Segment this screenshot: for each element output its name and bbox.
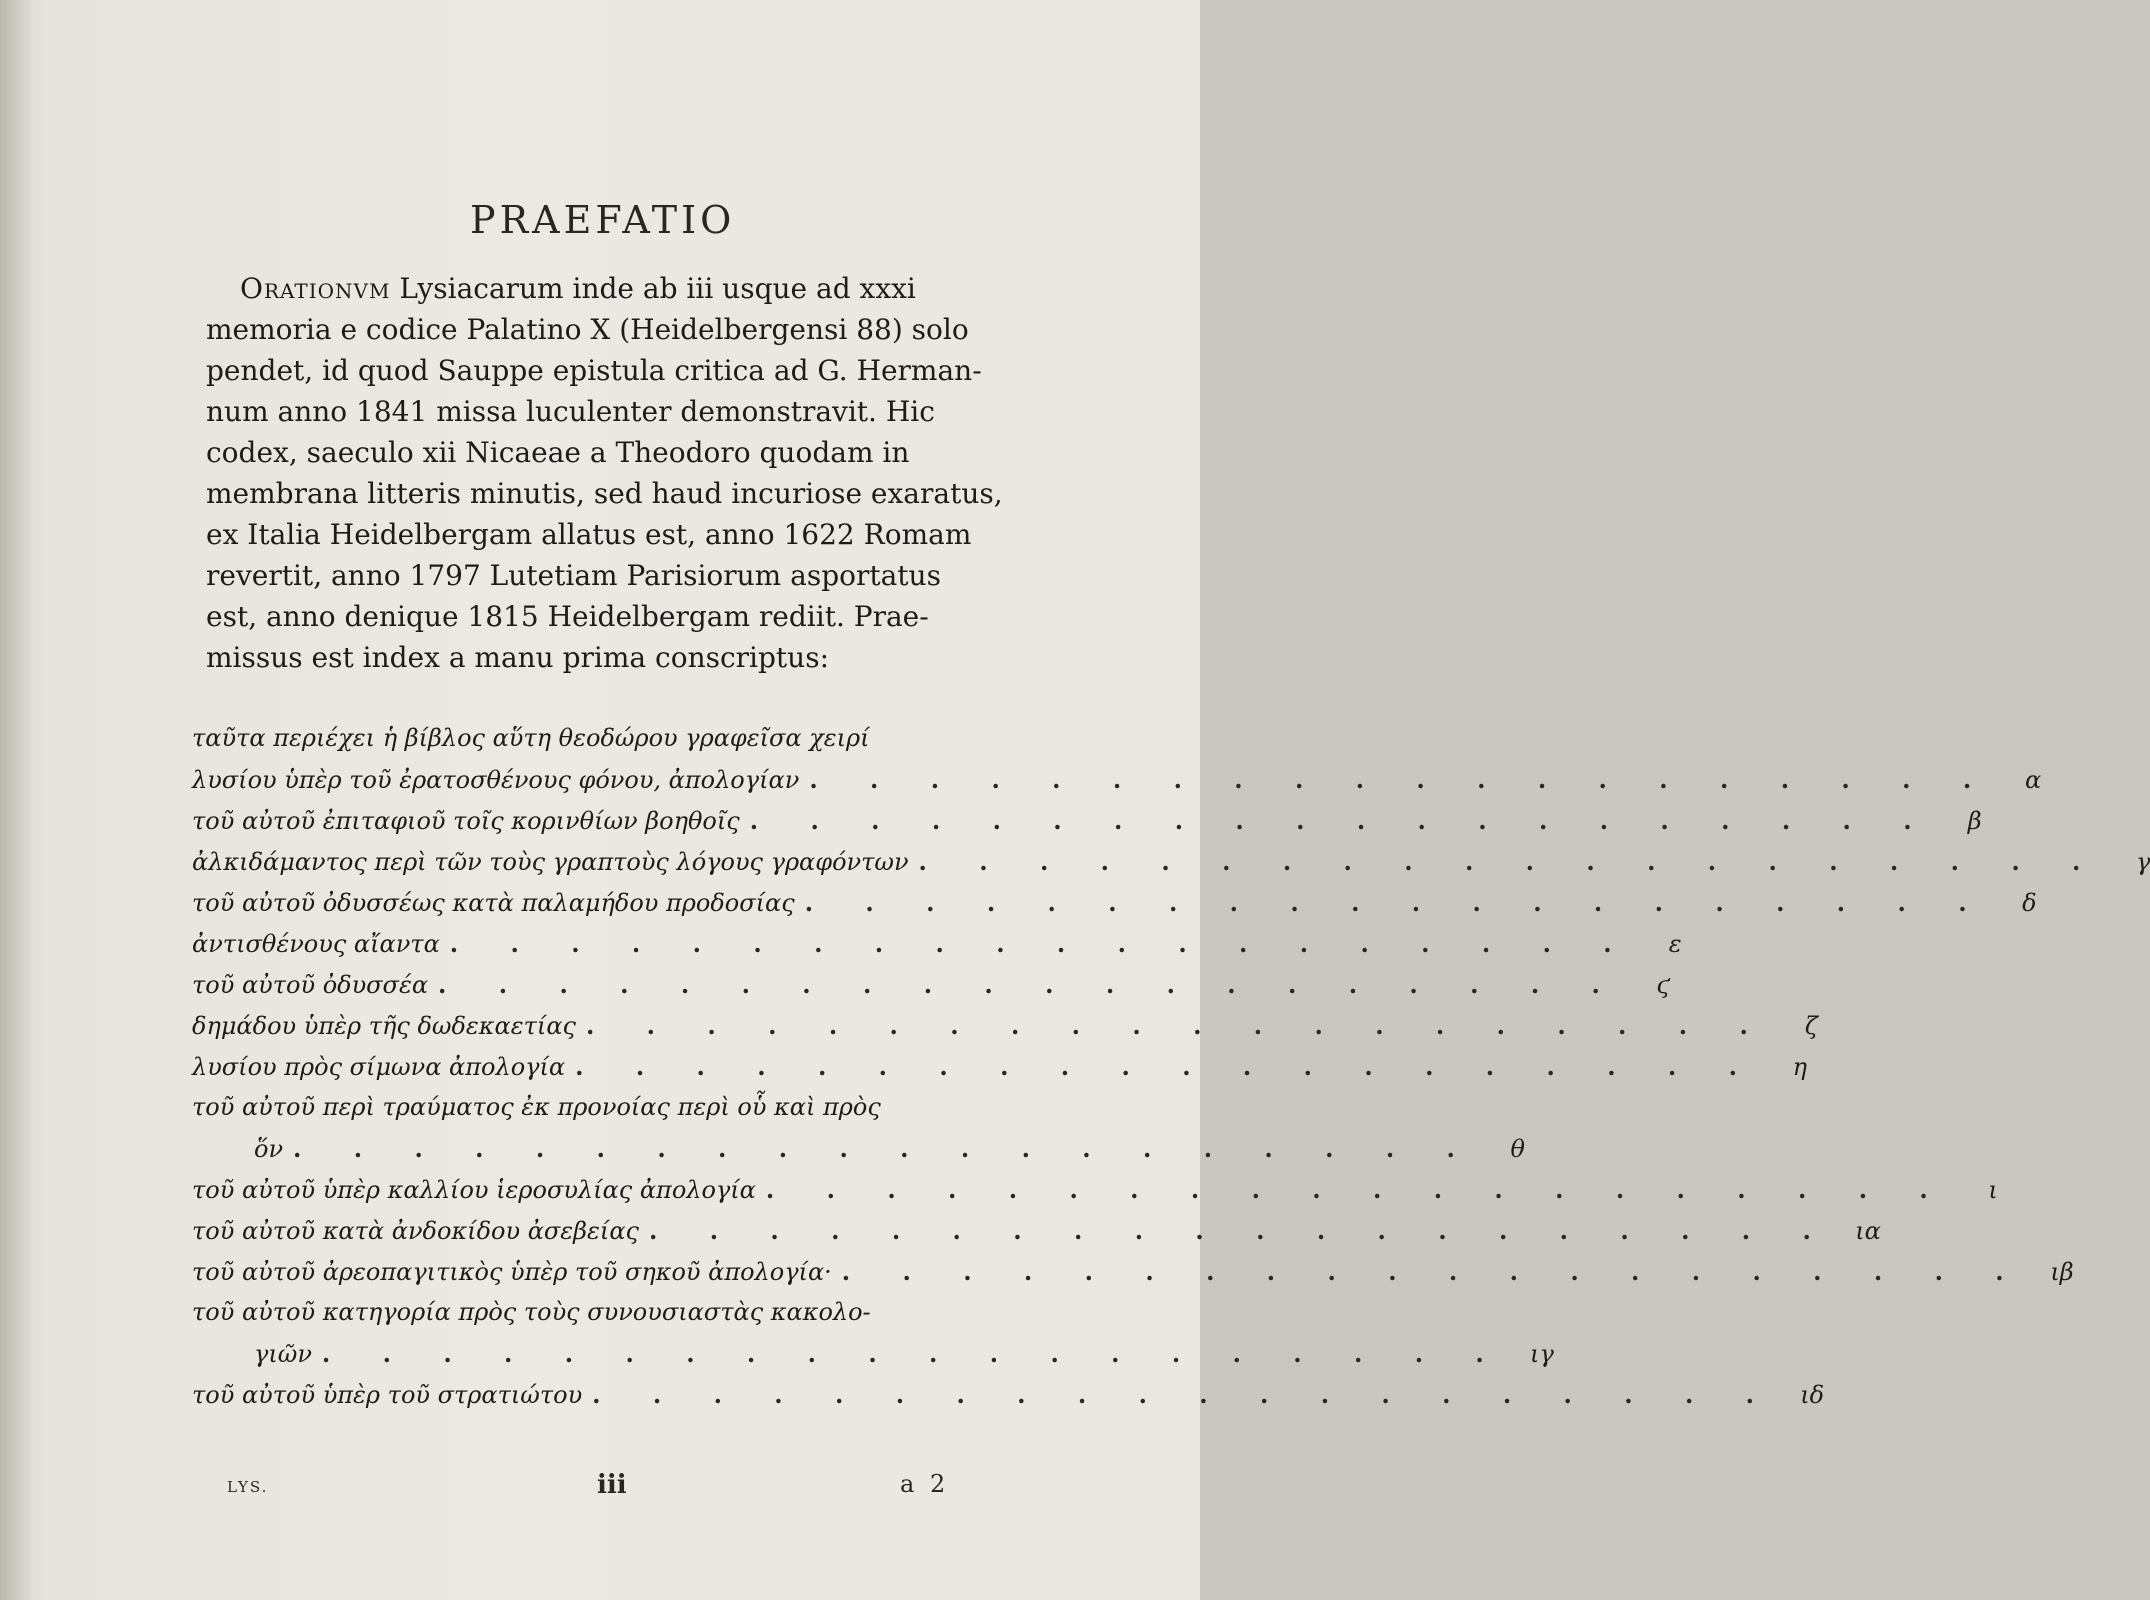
index-entry-title: γιῶν (254, 1340, 312, 1368)
paragraph-line: ex Italia Heidelbergam allatus est, anno 1622 Romam (206, 518, 972, 551)
index-leader-dots: . . . . . . . . . . . . . . . . . . . . (649, 1216, 1833, 1245)
index-heading: ταῦτα περιέχει ἡ βίβλος αὕτη θεοδώρου γραφεῖσα χειρί (192, 724, 870, 752)
index-entry-title: τοῦ αὐτοῦ ὑπὲρ καλλίου ἱεροσυλίας ἀπολογία (192, 1176, 756, 1204)
page-number: iii (597, 1470, 627, 1500)
index-entry (192, 806, 1982, 847)
index-entry-numeral: β (1967, 807, 1982, 835)
index-entry-title: ὅν (254, 1135, 284, 1163)
index-entry (192, 1298, 1042, 1339)
index-entry-title: τοῦ αὐτοῦ ἀρεοπαγιτικὸς ὑπὲρ τοῦ σηκοῦ ἀπολογία· (192, 1258, 832, 1286)
index-entry-numeral: δ (2022, 889, 2037, 917)
index-entry (192, 929, 1682, 970)
index-list (192, 724, 2150, 1421)
index-entry (192, 1175, 1998, 1216)
index-entry-title: τοῦ αὐτοῦ κατηγορία πρὸς τοὺς συνουσιαστὰς κακολο- (192, 1298, 871, 1326)
index-entry (192, 1052, 1807, 1093)
index-leader-dots: . . . . . . . . . . . . . . . . . . . . (918, 847, 2103, 876)
index-entry-numeral: γ (2136, 848, 2150, 876)
paragraph-line: revertit, anno 1797 Lutetiam Parisiorum asportatus (206, 559, 941, 592)
index-entry-title: λυσίου πρὸς σίμωνα ἀπολογία (192, 1053, 566, 1081)
paragraph-line: est, anno denique 1815 Heidelbergam rediit. Prae- (206, 600, 929, 633)
index-entry-numeral: ε (1668, 930, 1682, 958)
index-leader-dots: . . . . . . . . . . . . . . . . . . . . (809, 765, 1994, 794)
index-leader-dots: . . . . . . . . . . . . . . . . . . . . (592, 1380, 1777, 1409)
index-entry (192, 1216, 1881, 1257)
paragraph-line: Orationvm Lysiacarum inde ab iii usque ad xxxi (206, 268, 1031, 309)
index-leader-dots: . . . . . . . . . . . . . . . . . . . . (293, 1134, 1477, 1163)
index-entry-title: τοῦ αὐτοῦ ἐπιταφιοῦ τοῖς κορινθίων βοηθοῖς (192, 807, 740, 835)
index-entry-numeral: ιγ (1530, 1340, 1554, 1368)
index-leader-dots: . . . . . . . . . . . . . . . . . . . . (449, 929, 1634, 958)
index-leader-dots: . . . . . . . . . . . . . . . . . . . . (765, 1175, 1950, 1204)
index-entry-numeral: ιδ (1800, 1381, 1825, 1409)
paragraph-line: pendet, id quod Sauppe epistula critica ad G. Herman- (206, 354, 982, 387)
index-entry (192, 765, 2042, 806)
index-entry-numeral: ιβ (2050, 1258, 2074, 1286)
paragraph-line: missus est index a manu prima conscriptus: (206, 641, 829, 674)
index-entry-numeral: ϛ (1656, 971, 1670, 999)
index-entry-numeral: ια (1855, 1217, 1881, 1245)
page-gutter (0, 0, 30, 1600)
index-entry-title: τοῦ αὐτοῦ ὑπὲρ τοῦ στρατιώτου (192, 1381, 583, 1409)
index-leader-dots: . . . . . . . . . . . . . . . . . . . . (321, 1339, 1506, 1368)
index-entry-title: τοῦ αὐτοῦ περὶ τραύματος ἐκ προνοίας περὶ οὗ καὶ πρὸς (192, 1093, 881, 1121)
preface-paragraph (206, 268, 1031, 678)
index-entry-title: ἀντισθένους αἴαντα (192, 930, 440, 958)
index-entry (192, 1257, 2074, 1298)
footer-signature: LYS. (227, 1478, 269, 1496)
index-entry (192, 847, 2150, 888)
index-entry-numeral: α (2024, 766, 2042, 794)
paragraph-line: membrana litteris minutis, sed haud incuriose exaratus, (206, 477, 1003, 510)
index-entry-title: τοῦ αὐτοῦ ὀδυσσέα (192, 971, 429, 999)
index-leader-dots: . . . . . . . . . . . . . . . . . . . . (749, 806, 1934, 835)
index-entry (192, 1134, 1525, 1175)
index-entry (192, 888, 2037, 929)
index-entry-numeral: ζ (1804, 1012, 1818, 1040)
paragraph-line: num anno 1841 missa luculenter demonstravit. Hic (206, 395, 935, 428)
index-leader-dots: . . . . . . . . . . . . . . . . . . . . (804, 888, 1989, 917)
paragraph-line: codex, saeculo xii Nicaeae a Theodoro quodam in (206, 436, 910, 469)
index-entry (192, 1093, 1042, 1134)
index-entry (192, 1339, 1554, 1380)
index-leader-dots: . . . . . . . . . . . . . . . . . . . . (585, 1011, 1770, 1040)
footer-gathering-mark: a 2 (900, 1470, 950, 1498)
index-entry-numeral: η (1792, 1053, 1807, 1081)
index-entry-title: τοῦ αὐτοῦ ὀδυσσέως κατὰ παλαμήδου προδοσίας (192, 889, 795, 917)
index-entry (192, 1011, 1818, 1052)
index-leader-dots: . . . . . . . . . . . . . . . . . . . . (841, 1257, 2026, 1286)
index-entry-numeral: ι (1988, 1176, 1998, 1204)
index-entry (192, 970, 1670, 1011)
index-entry-numeral: θ (1510, 1135, 1525, 1163)
index-entry-title: λυσίου ὑπὲρ τοῦ ἐρατοσθένους φόνου, ἀπολογίαν (192, 766, 800, 794)
paragraph-line: memoria e codice Palatino X (Heidelbergensi 88) solo (206, 313, 969, 346)
index-entry (192, 1380, 1825, 1421)
index-entry-title: δημάδου ὑπὲρ τῆς δωδεκαετίας (192, 1012, 576, 1040)
page-title: PRAEFATIO (470, 198, 736, 242)
index-leader-dots: . . . . . . . . . . . . . . . . . . . . (575, 1052, 1759, 1081)
index-entry-title: ἀλκιδάμαντος περὶ τῶν τοὺς γραπτοὺς λόγους γραφόντων (192, 848, 909, 876)
index-leader-dots: . . . . . . . . . . . . . . . . . . . . (438, 970, 1622, 999)
paragraph-first-word: Orationvm (240, 272, 391, 305)
index-entry-title: τοῦ αὐτοῦ κατὰ ἀνδοκίδου ἀσεβείας (192, 1217, 639, 1245)
